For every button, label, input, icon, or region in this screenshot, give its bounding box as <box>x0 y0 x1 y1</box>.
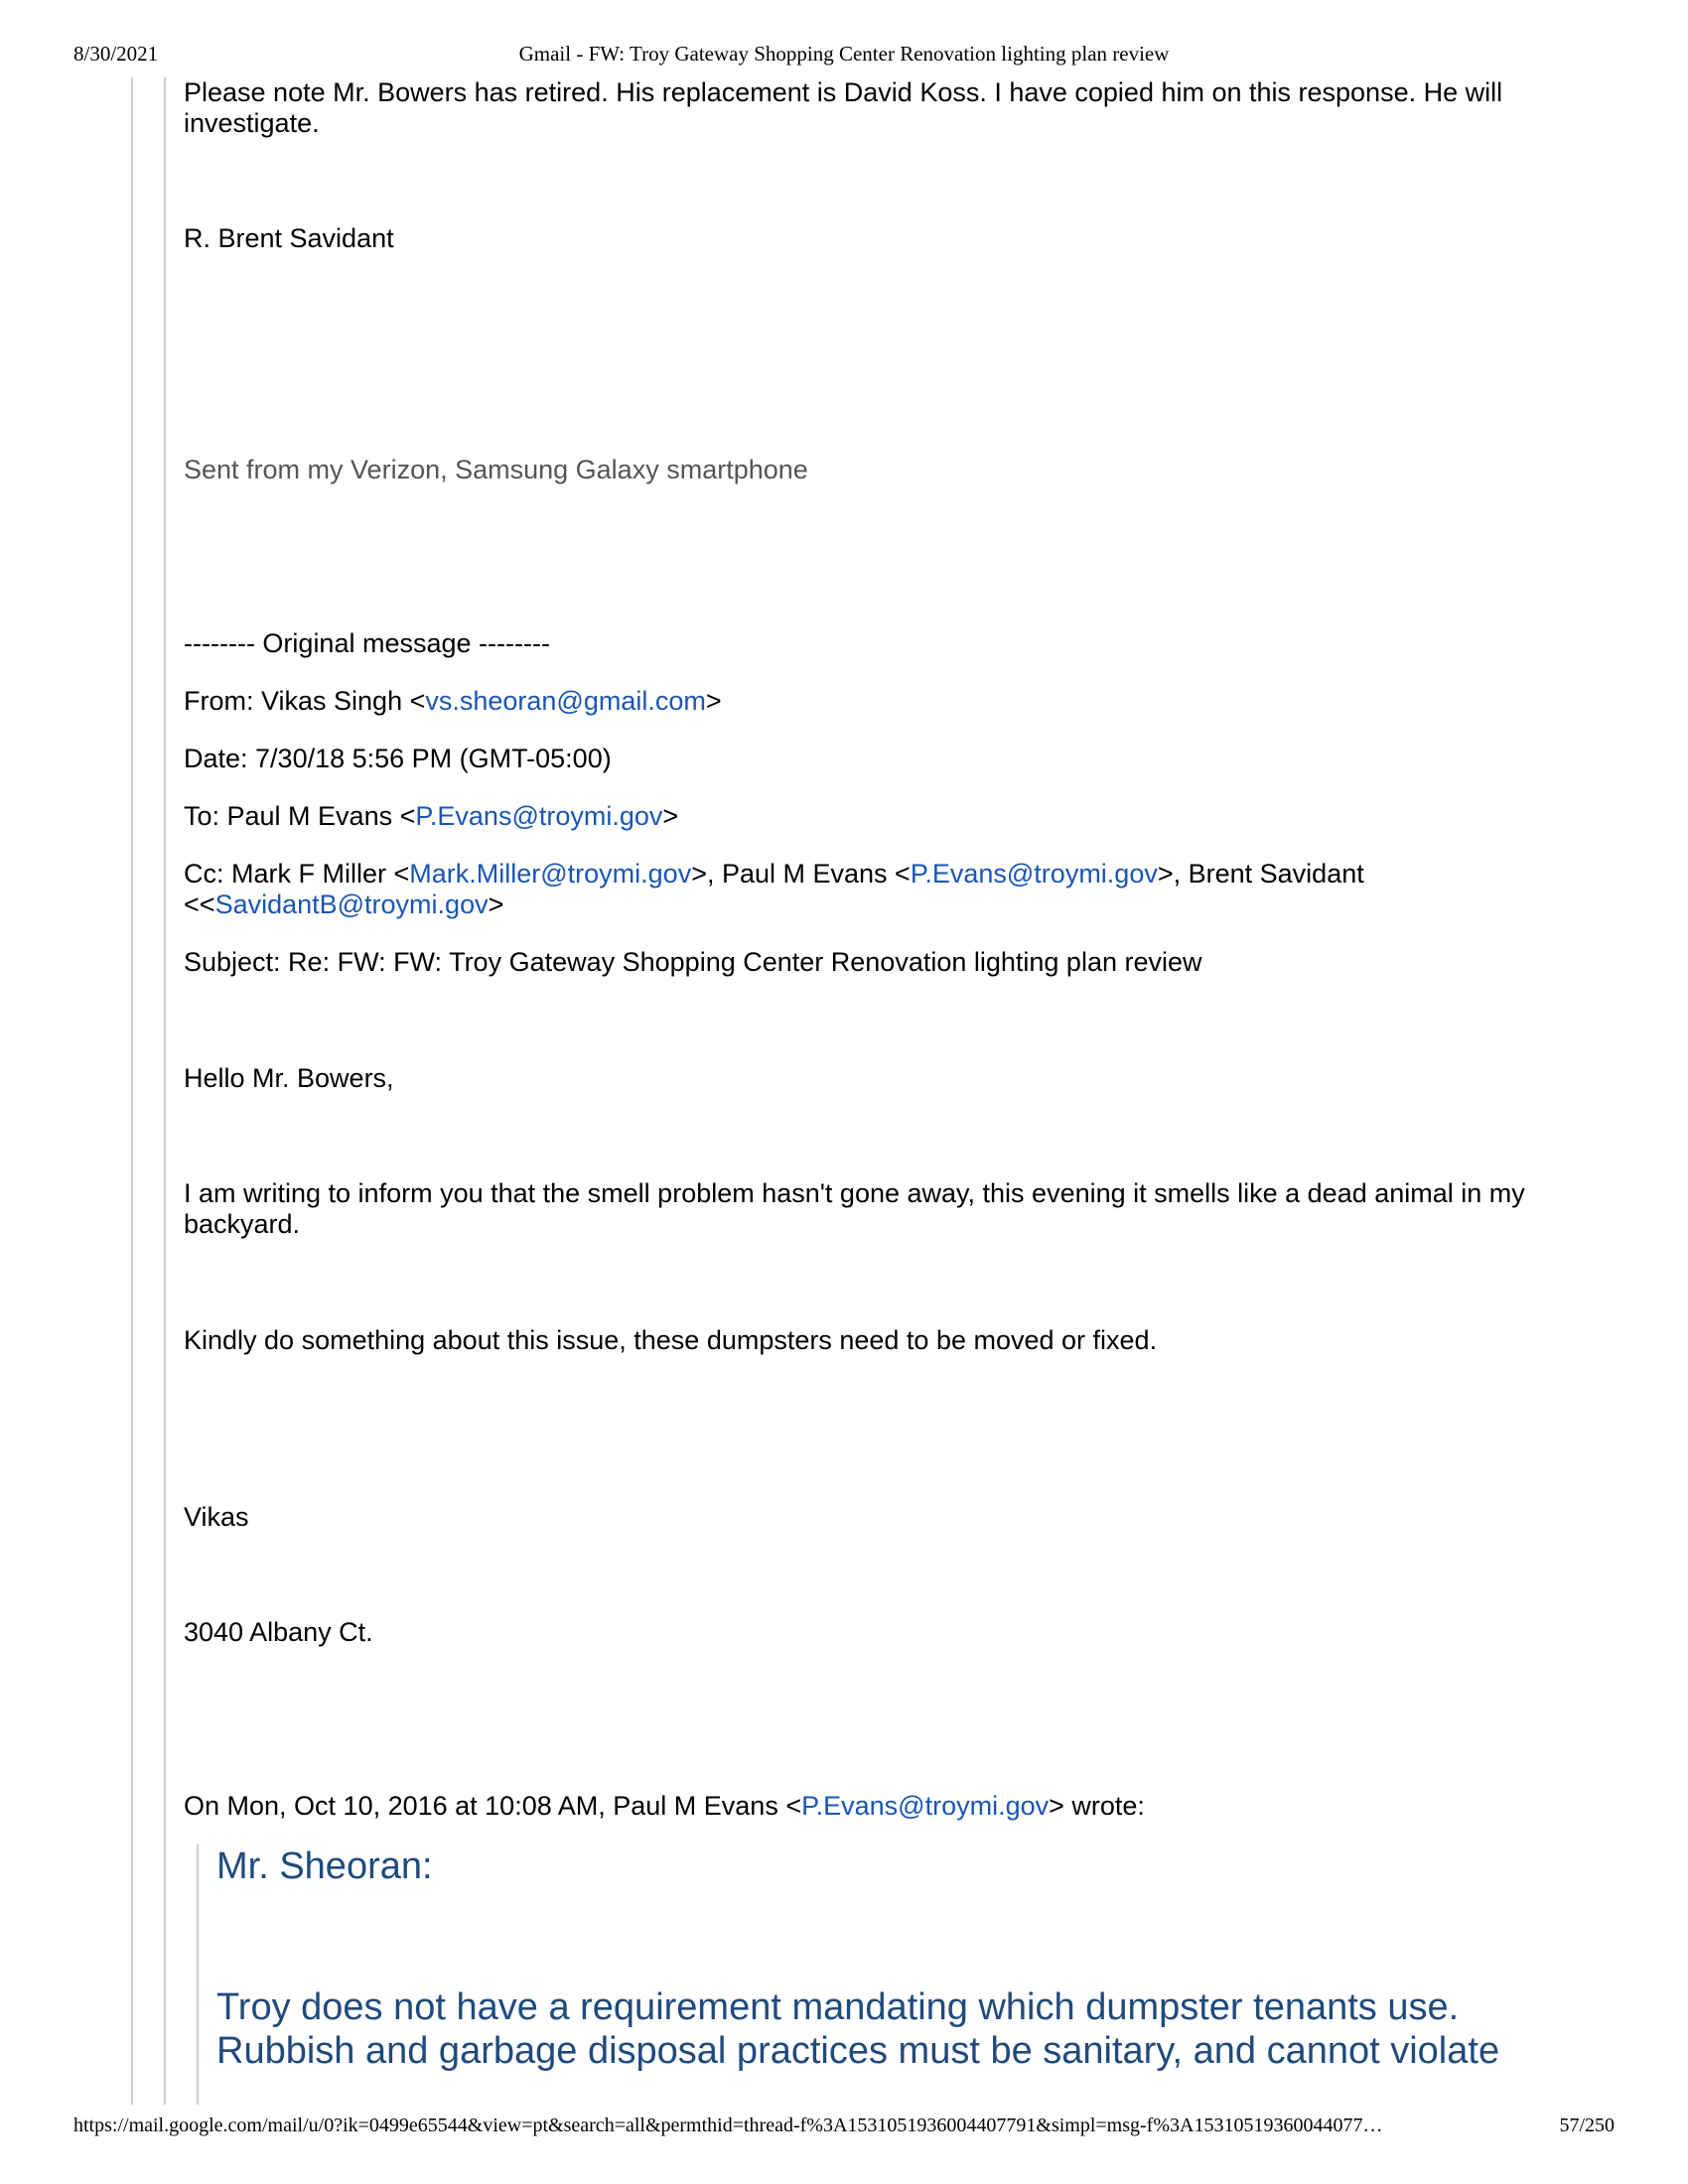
nested-salutation: Mr. Sheoran: <box>216 1845 433 1887</box>
to-label: To: Paul M Evans < <box>184 801 416 831</box>
print-date: 8/30/2021 <box>73 42 159 66</box>
from-email-link[interactable]: vs.sheoran@gmail.com <box>425 686 706 716</box>
cc-label: Cc: Mark F Miller < <box>184 859 410 888</box>
to-email-link[interactable]: P.Evans@troymi.gov <box>415 801 663 831</box>
body-paragraph-1: I am writing to inform you that the smell problem hasn't gone away, this evening it smells like a dead animal in my backyard. <box>184 1178 1525 1239</box>
sent-from-line: Sent from my Verizon, Samsung Galaxy smartphone <box>184 455 808 484</box>
from-label: From: Vikas Singh < <box>184 686 426 716</box>
cc-email-link-savidant[interactable]: SavidantB@troymi.gov <box>214 889 489 919</box>
nested-text-line-1: Troy does not have a requirement mandating which dumpster tenants use. <box>216 1986 1460 2028</box>
sender-name: Vikas <box>184 1502 249 1532</box>
quote-intro-line <box>184 1791 1554 1822</box>
quote-intro-suffix: > wrote: <box>1049 1791 1145 1821</box>
print-header <box>73 42 1615 71</box>
cc-separator-evans: >, Paul M Evans < <box>691 859 911 888</box>
nested-text-line-2: Rubbish and garbage disposal practices must be sanitary, and cannot violate <box>216 2030 1500 2072</box>
quote-bar-outer <box>131 77 133 2105</box>
to-line: To: Paul M Evans <P.Evans@troymi.gov> <box>184 801 679 831</box>
reply-body: Please note Mr. Bowers has retired. His replacement is David Koss. I have copied him on this response. He will investigate. <box>184 77 1503 138</box>
reply-signature: R. Brent Savidant <box>184 223 394 253</box>
cc-line: Cc: Mark F Miller <Mark.Miller@troymi.gov>, Paul M Evans <P.Evans@troymi.gov>, Brent Savidant <<SavidantB@troymi.gov> <box>184 859 1364 919</box>
date-line: Date: 7/30/18 5:56 PM (GMT-05:00) <box>184 744 612 773</box>
quote-bar-nested <box>197 1844 199 2105</box>
print-footer <box>73 2115 1615 2144</box>
from-line: From: Vikas Singh <vs.sheoran@gmail.com> <box>184 686 722 716</box>
subject-line: Subject: Re: FW: FW: Troy Gateway Shopping Center Renovation lighting plan review <box>184 947 1202 977</box>
print-title: Gmail - FW: Troy Gateway Shopping Center Renovation lighting plan review <box>518 42 1170 66</box>
quote-intro-prefix: On Mon, Oct 10, 2016 at 10:08 AM, Paul M Evans < <box>184 1791 802 1821</box>
page-number: 57/250 <box>1559 2115 1615 2136</box>
sender-address: 3040 Albany Ct. <box>184 1617 373 1647</box>
cc-email-link-miller[interactable]: Mark.Miller@troymi.gov <box>409 859 692 888</box>
greeting: Hello Mr. Bowers, <box>184 1063 394 1093</box>
print-url: https://mail.google.com/mail/u/0?ik=0499e65544&view=pt&search=all&permthid=thread-f%3A1531051936004407791&simpl=msg-f%3A15310519360044077… <box>73 2115 1383 2136</box>
quote-intro-email-link[interactable]: P.Evans@troymi.gov <box>801 1791 1050 1821</box>
cc-separator-savidant: >, Brent Savidant < <box>184 859 1364 919</box>
body-paragraph-2: Kindly do something about this issue, these dumpsters need to be moved or fixed. <box>184 1325 1158 1355</box>
cc-email-link-evans[interactable]: P.Evans@troymi.gov <box>910 859 1158 888</box>
original-message-separator: -------- Original message -------- <box>184 628 550 658</box>
quote-bar-inner <box>164 77 166 2105</box>
